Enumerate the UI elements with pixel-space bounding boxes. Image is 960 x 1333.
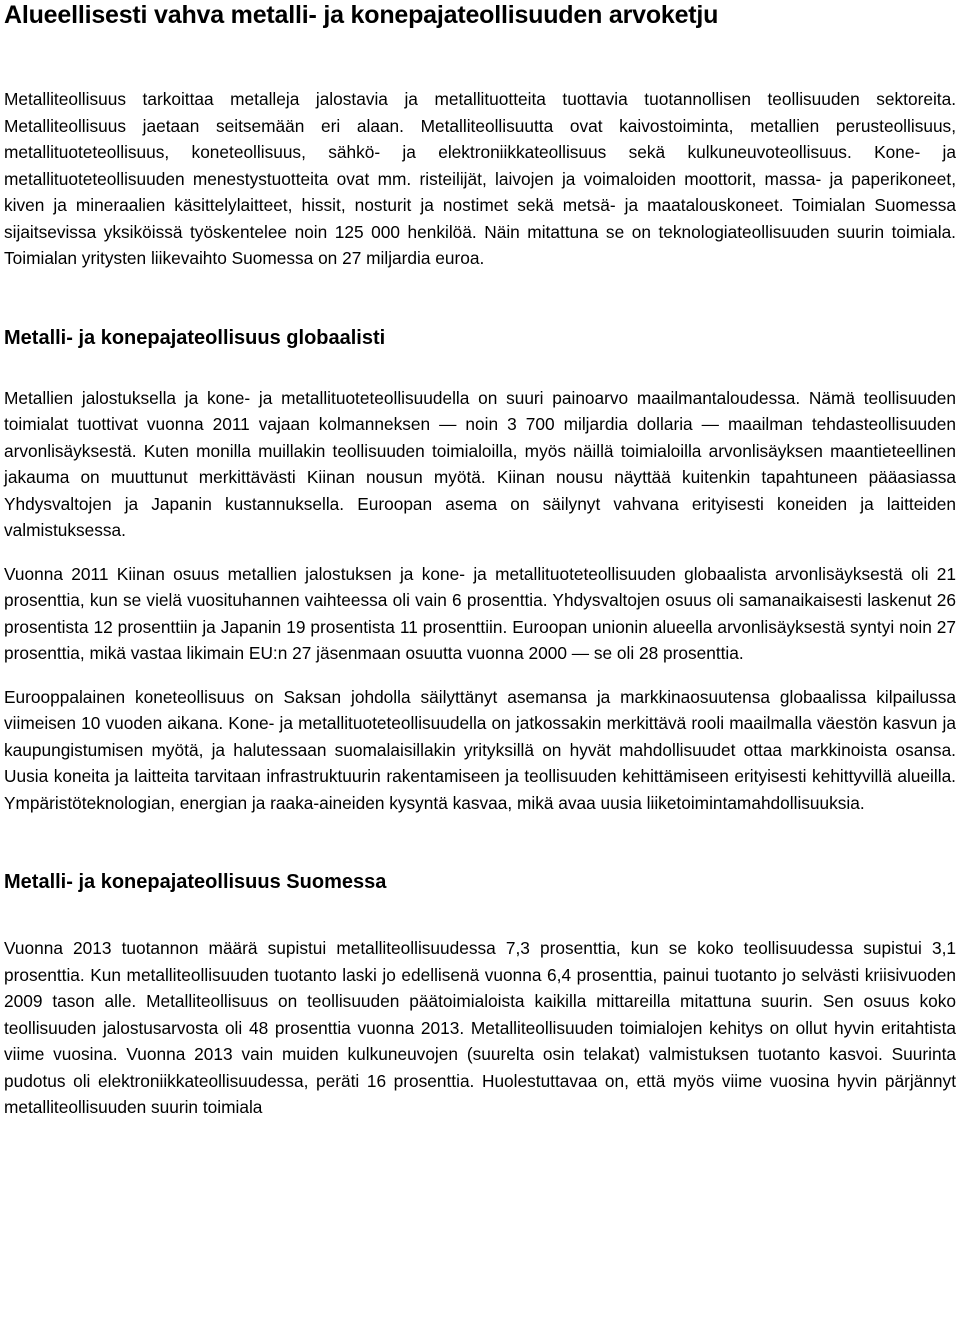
intro-paragraph: Metalliteollisuus tarkoittaa metalleja jalostavia ja metallituotteita tuottavia tuotannollisen teollisuuden sektoreita. Metalliteollisuus jaetaan seitsemään eri alaan. Metalliteollisuutta ovat kaivostoiminta, metallien perusteollisuus, metallituoteteollisuus, koneteollisuus, sähkö- ja elektroniikkateollisuus sekä kulkuneuvoteollisuus. Kone- ja metallituoteteollisuuden menestystuotteita ovat mm. risteilijät, laivojen ja voimaloiden moottorit, massa- ja paperikoneet, kiven ja mineraalien käsittelylaitteet, hissit, nosturit ja nostimet sekä metsä- ja maatalouskoneet. Toimialan Suomessa sijaitsevissa yksiköissä työskentelee noin 125 000 henkilöä. Näin mitattuna se on teknologiateollisuuden suurin toimiala. Toimialan yritysten liikevaihto Suomessa on 27 miljardia euroa.	[4, 89, 956, 268]
document-title: Alueellisesti vahva metalli- ja konepajateollisuuden arvoketju	[4, 1, 719, 29]
document-page	[4, 0, 956, 1121]
global-paragraph-1: Metallien jalostuksella ja kone- ja metallituoteteollisuudella on suuri painoarvo maailmantaloudessa. Nämä teollisuuden toimialat tuottivat vuonna 2011 vajaan kolmanneksen — noin 3 700 miljardia dollaria — maailman tehdasteollisuuden arvonlisäyksestä. Kuten monilla muillakin teollisuuden toimialoilla, myös näillä toimialoilla arvonlisäyksen maantieteellinen jakauma on muuttunut merkittävästi Kiinan nousun myötä. Kiinan nousu näyttää kuitenkin tapahtuneen pääasiassa Yhdysvaltojen ja Japanin kustannuksella. Euroopan asema on säilynyt vahvana erityisesti koneiden ja laitteiden valmistuksessa.	[4, 387, 956, 540]
section-heading-global: Metalli- ja konepajateollisuus globaalisti	[4, 326, 386, 349]
finland-paragraph-1: Vuonna 2013 tuotannon määrä supistui metalliteollisuudessa 7,3 prosenttia, kun se koko teollisuudessa supistui 3,1 prosenttia. Kun metalliteollisuuden tuotanto laski jo edellisenä vuonna 6,4 prosenttia, painui tuotanto jo selvästi kriisivuoden 2009 tason alle. Metalliteollisuus on teollisuuden päätoimialoista kaikilla mittareilla mitattuna suurin. Sen osuus koko teollisuuden jalostusarvosta oli 48 prosenttia vuonna 2013. Metalliteollisuuden toimialojen kehitys on ollut hyvin eritahtista viime vuosina. Vuonna 2013 vain muiden kulkuneuvojen (suurelta osin telakat) valmistuksen tuotanto kasvoi. Suurinta pudotus oli elektroniikkateollisuudessa, peräti 16 prosenttia. Huolestuttavaa on, että myös viime vuosina hyvin pärjännyt metalliteollisuuden suurin toimiala	[4, 938, 956, 1117]
global-paragraph-3: Eurooppalainen koneteollisuus on Saksan johdolla säilyttänyt asemansa ja markkinaosuutensa globaalissa kilpailussa viimeisen 10 vuoden aikana. Kone- ja metallituoteteollisuudella on jatkossakin merkittävä rooli maailmalla väestön kasvun ja kaupungistumisen myötä, ja halutessaan suomalaisillakin yrityksillä on hyvät mahdollisuudet ottaa markkinoista osansa. Uusia koneita ja laitteita tarvitaan infrastruktuurin rakentamiseen ja teollisuuden kehittämiseen erityisesti kehittyvillä alueilla. Ympäristöteknologian, energian ja raaka-aineiden kysyntä kasvaa, mikä avaa uusia liiketoimintamahdollisuuksia.	[4, 686, 956, 813]
global-paragraph-2: Vuonna 2011 Kiinan osuus metallien jalostuksen ja kone- ja metallituoteteollisuuden globaalista arvonlisäyksestä oli 21 prosenttia, kun se vielä vuosituhannen vaihteessa oli vain 6 prosenttia. Yhdysvaltojen osuus oli samanaikaisesti laskenut 26 prosentista 12 prosenttiin ja Japanin 19 prosentista 11 prosenttiin. Euroopan unionin alueella arvonlisäyksestä syntyi noin 27 prosenttia, mikä vastaa likimain EU:n 27 jäsenmaan osuutta vuonna 2000 — se oli 28 prosenttia.	[4, 563, 956, 663]
section-heading-finland: Metalli- ja konepajateollisuus Suomessa	[4, 871, 387, 893]
